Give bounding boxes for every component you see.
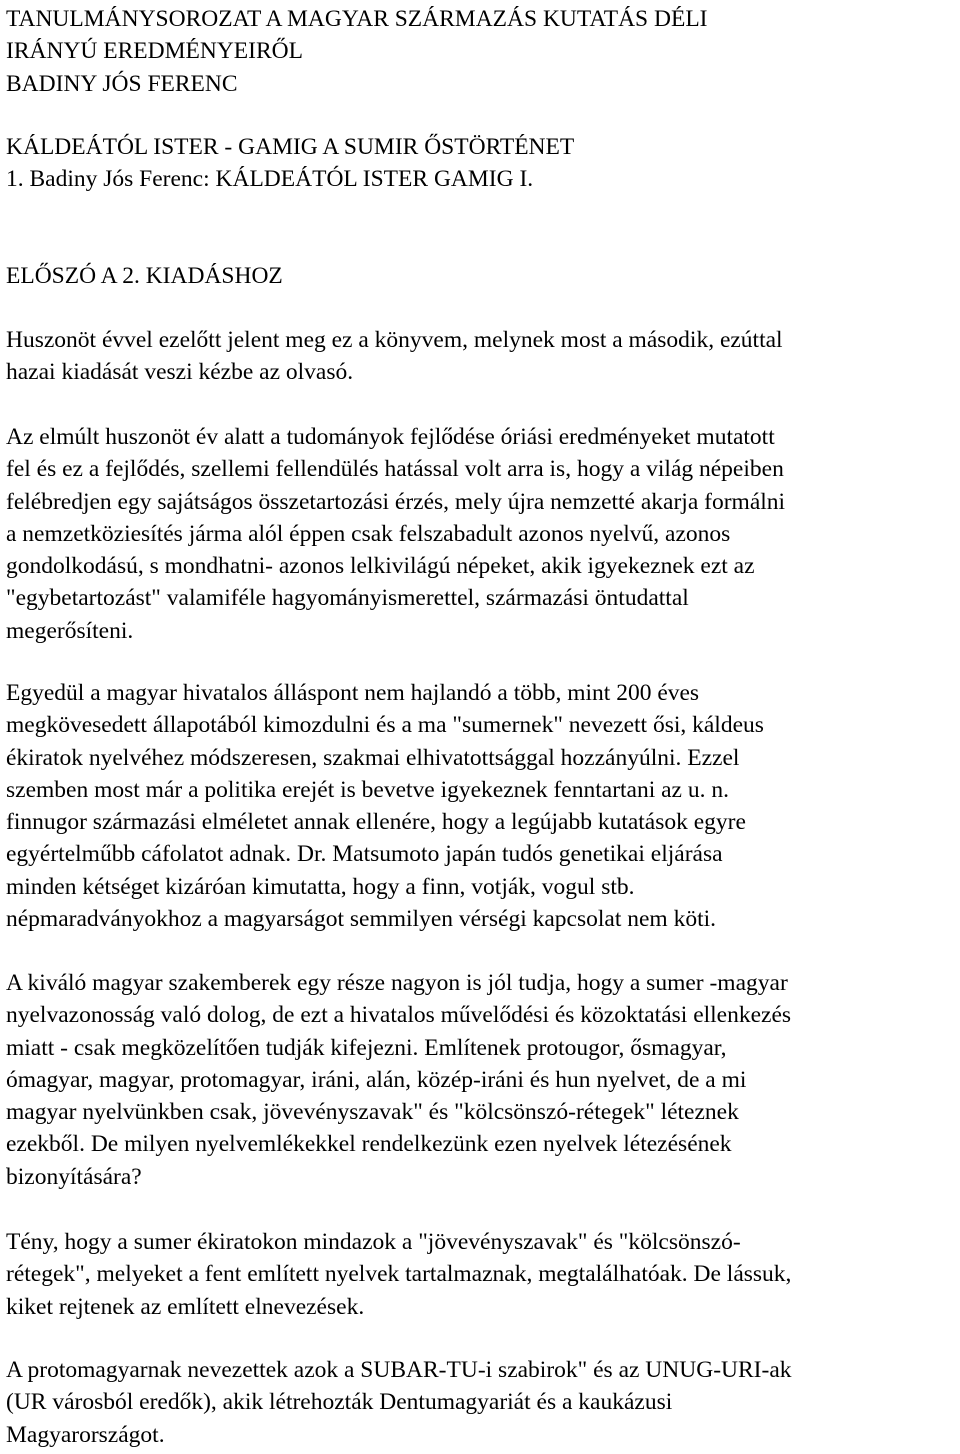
text-line: Huszonöt évvel ezelőtt jelent meg ez a könyvem, melynek most a második, ezúttal: [6, 327, 783, 353]
paragraph: [6, 1354, 792, 1451]
text-line: felébredjen egy sajátságos összetartozási érzés, mely újra nemzetté akarja formálni: [6, 488, 786, 515]
paragraph: [6, 677, 764, 935]
text-line: Magyarországot.: [6, 1421, 165, 1448]
text-line: népmaradványokhoz a magyarságot semmilyen vérségi kapcsolat nem köti.: [6, 906, 717, 933]
text-line: megkövesedett állapotából kimozdulni és a ma "sumernek" nevezett ősi, káldeus: [6, 712, 764, 739]
text-line: bizonyítására?: [6, 1163, 142, 1190]
text-line: a nemzetköziesítés járma alól éppen csak felszabadult azonos nyelvű, azonos: [6, 520, 731, 547]
text-line: nyelvazonosság való dolog, de ezt a hivatalos művelődési és közoktatási ellenkezés: [6, 1002, 792, 1029]
preface-title: ELŐSZÓ A 2. KIADÁSHOZ: [6, 263, 283, 289]
author-name: BADINY JÓS FERENC: [6, 70, 238, 97]
text-line: Az elmúlt huszonöt év alatt a tudományok fejlődése óriási eredményeket mutatott: [6, 424, 775, 450]
text-line: gondolkodású, s mondhatni- azonos lelkivilágú népeket, akik igyekeznek ezt az: [6, 553, 755, 580]
text-line: minden kétséget kizáróan kimutatta, hogy a finn, votják, vogul stb.: [6, 873, 635, 900]
text-line: finnugor származási elméletet annak ellenére, hogy a legújabb kutatások egyre: [6, 809, 746, 836]
paragraph: [6, 1226, 791, 1323]
text-line: miatt - csak megközelítően tudják kifejezni. Említenek protougor, ősmagyar,: [6, 1034, 727, 1061]
book-title: KÁLDEÁTÓL ISTER - GAMIG A SUMIR ŐSTÖRTÉNET: [6, 134, 575, 160]
text-line: Egyedül a magyar hivatalos álláspont nem hajlandó a több, mint 200 éves: [6, 680, 700, 706]
text-line: egyértelműbb cáfolatot adnak. Dr. Matsumoto japán tudós genetikai eljárása: [6, 841, 723, 868]
text-line: (UR városból eredők), akik létrehozták Dentumagyariát és a kaukázusi: [6, 1389, 673, 1416]
text-line: A protomagyarnak nevezettek azok a SUBAR-TU-i szabirok" és az UNUG-URI-ak: [6, 1357, 792, 1383]
book-subtitle: 1. Badiny Jós Ferenc: KÁLDEÁTÓL ISTER GAMIG I.: [6, 166, 534, 193]
text-line: hazai kiadását veszi kézbe az olvasó.: [6, 359, 354, 386]
paragraph: [6, 967, 791, 1193]
text-line: "egybetartozást" valamiféle hagyományismerettel, származási öntudattal: [6, 585, 689, 612]
series-title-line: IRÁNYÚ EREDMÉNYEIRŐL: [6, 38, 303, 65]
book-title-block: [6, 131, 574, 196]
text-line: ezekből. De milyen nyelvemlékekkel rendelkezünk ezen nyelvek létezésének: [6, 1131, 732, 1158]
text-line: kiket rejtenek az említett elnevezések.: [6, 1293, 365, 1320]
preface-heading: [6, 260, 283, 292]
text-line: megerősíteni.: [6, 617, 134, 644]
text-line: ékiratok nyelvéhez módszeresen, szakmai elhivatottsággal hozzányúlni. Ezzel: [6, 744, 740, 771]
text-line: fel és ez a fejlődés, szellemi fellendülés hatással volt arra is, hogy a világ népeiben: [6, 456, 784, 483]
text-line: Tény, hogy a sumer ékiratokon mindazok a "jövevényszavak" és "kölcsönszó-: [6, 1229, 741, 1255]
text-line: A kiváló magyar szakemberek egy része nagyon is jól tudja, hogy a sumer -magyar: [6, 970, 788, 996]
text-line: rétegek", melyeket a fent említett nyelvek tartalmaznak, megtalálhatóak. De lássuk,: [6, 1261, 792, 1288]
series-title-line: TANULMÁNYSOROZAT A MAGYAR SZÁRMAZÁS KUTATÁS DÉLI: [6, 6, 708, 32]
text-line: magyar nyelvünkben csak, jövevényszavak" és "kölcsönszó-rétegek" léteznek: [6, 1099, 739, 1126]
text-line: ómagyar, magyar, protomagyar, iráni, alán, közép-iráni és hun nyelvet, de a mi: [6, 1066, 747, 1093]
paragraph: [6, 421, 785, 647]
paragraph: [6, 324, 783, 389]
document-header: [6, 3, 708, 100]
text-line: szemben most már a politika erejét is bevetve igyekeznek fenntartani az u. n.: [6, 776, 729, 803]
